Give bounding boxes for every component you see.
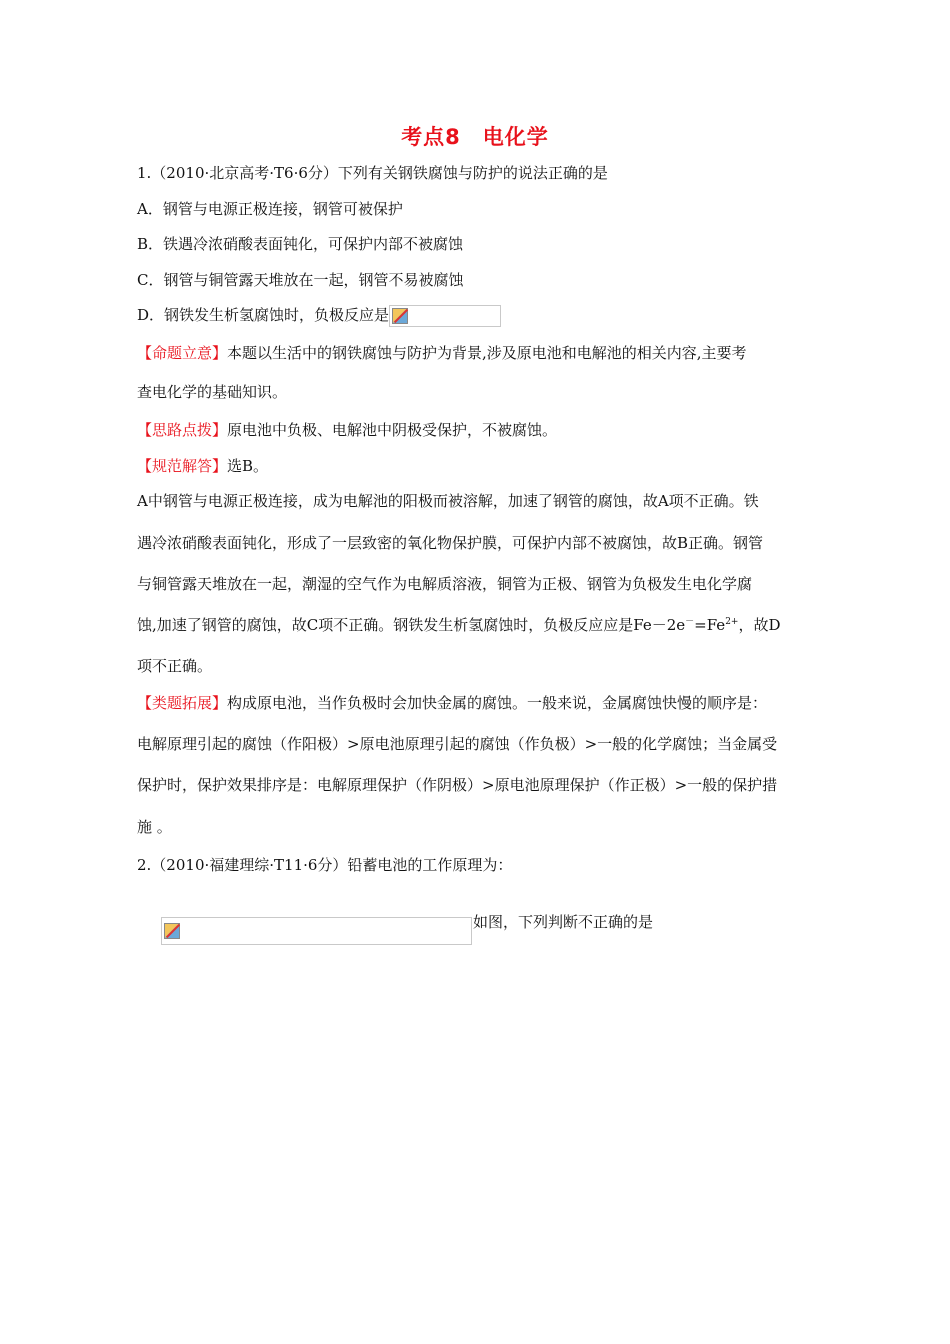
extension-line-1 (137, 693, 767, 713)
answer-tag: 【规范解答】 (137, 457, 228, 475)
extension-line-3: 保护时，保护效果排序是：电解原理保护（作阴极）>原电池原理保护（作正极）>一般的保护措 (137, 776, 778, 794)
broken-image-icon (392, 308, 408, 324)
extension-text: 构成原电池，当作负极时会加快金属的腐蚀。一般来说，金属腐蚀快慢的顺序是： (227, 694, 768, 712)
explanation-line-1: A中钢管与电源正极连接，成为电解池的阳极而被溶解，加速了钢管的腐蚀，故A项不正确。铁 (137, 492, 759, 510)
explanation-line-4 (137, 615, 781, 635)
answer-line (137, 456, 268, 476)
explanation-line-4-b: =Fe (694, 616, 726, 634)
option-d-text: D．钢铁发生析氢腐蚀时，负极反应是 (137, 306, 390, 324)
explanation-line-4-a: 蚀,加速了钢管的腐蚀，故C项不正确。钢铁发生析氢腐蚀时，负极反应应是Fe－2e (137, 616, 686, 634)
option-a: A．钢管与电源正极连接，钢管可被保护 (137, 200, 403, 218)
hint-text: 原电池中负极、电解池中阴极受保护，不被腐蚀。 (227, 421, 558, 439)
formula-image-placeholder (389, 305, 501, 327)
intent-line-2: 查电化学的基础知识。 (137, 383, 288, 401)
intent-text: 本题以生活中的钢铁腐蚀与防护为背景,涉及原电池和电解池的相关内容,主要考 (227, 344, 747, 362)
broken-image-icon (164, 923, 180, 939)
question-2-continuation: 如图，下列判断不正确的是 (473, 913, 654, 931)
superscript-minus: － (685, 617, 695, 627)
extension-tag: 【类题拓展】 (137, 694, 228, 712)
explanation-line-2: 遇冷浓硝酸表面钝化，形成了一层致密的氧化物保护膜，可保护内部不被腐蚀，故B正确。钢管 (137, 534, 764, 552)
page-title: 考点8 电化学 (401, 125, 549, 149)
reaction-image-placeholder (161, 917, 472, 945)
question-1-stem: 1.（2010·北京高考·T6·6分）下列有关钢铁腐蚀与防护的说法正确的是 (137, 164, 608, 182)
explanation-line-4-c: ，故D (738, 616, 781, 634)
explanation-line-5: 项不正确。 (137, 657, 213, 675)
extension-line-2: 电解原理引起的腐蚀（作阳极）>原电池原理引起的腐蚀（作负极）>一般的化学腐蚀；当金属受 (137, 735, 778, 753)
hint-tag: 【思路点拨】 (137, 421, 228, 439)
explanation-line-3: 与铜管露天堆放在一起，潮湿的空气作为电解质溶液，铜管为正极、钢管为负极发生电化学腐 (137, 575, 753, 593)
answer-text: 选B。 (227, 457, 269, 475)
intent-tag: 【命题立意】 (137, 344, 228, 362)
extension-line-4: 施 。 (137, 818, 172, 836)
intent-line-1 (137, 343, 747, 363)
question-2-stem: 2.（2010·福建理综·T11·6分）铅蓄电池的工作原理为： (137, 856, 513, 874)
hint-line (137, 420, 557, 440)
superscript-charge: 2+ (725, 617, 739, 627)
option-c: C．钢管与铜管露天堆放在一起，钢管不易被腐蚀 (137, 271, 464, 289)
option-d (137, 305, 501, 327)
option-b: B．铁遇冷浓硝酸表面钝化，可保护内部不被腐蚀 (137, 235, 464, 253)
